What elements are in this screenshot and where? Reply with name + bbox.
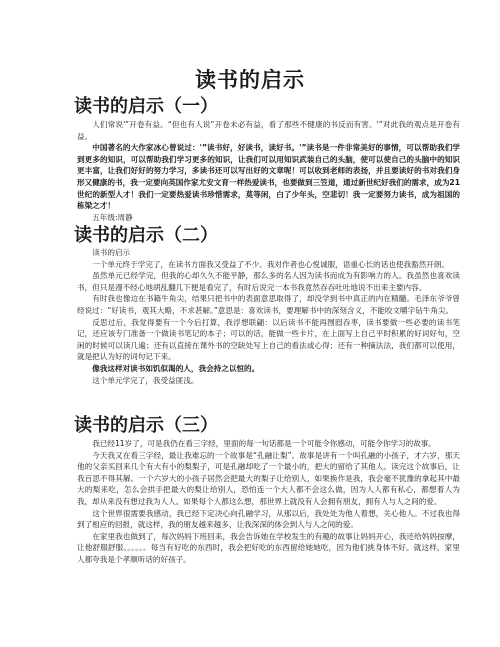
- section-body-1: [77, 119, 460, 223]
- section-heading-3: 读书的启示（三）: [74, 415, 218, 436]
- paragraph: 在家里我也做到了，每次妈妈下班回来，我会告诉她在学校发生的有趣的故事让妈妈开心，我还给妈妈按摩，让他舒服舒服。。。。。。每当有好吃的东西时，我会把好吃的东西留给她她吃，因为他们挑身体不好。就这样，家里人都夸我是个孝顺听话的好孩子。: [77, 531, 460, 564]
- section-heading-2: 读书的启示（二）: [74, 225, 218, 246]
- document-title: 读书的启示: [195, 68, 305, 92]
- paragraph: 虽然单元已经学完，但我的心却久久不能平静，那么多的名人因为读书而成为有影响力的人。我虽然也喜欢读书，但只是漫不经心地胡乱翻几下便是看完了，有时后说完一本书我竟然吞吞吐吐地说不出来主要内容。: [77, 271, 460, 292]
- paragraph: 今天我又在看三字经，最让我难忘的一个故事是“孔融让梨”。故事是讲有一个叫孔融的小孩子，才六岁，那天他的父亲买回来几个有大有小的梨梨子，可是孔融却吃了一个最小的，把大的留给了其他人。读完这个故事后，让我百思不得其解。一个六岁大的小孩子居然会把最大的梨子让给别人，如果换作是我，我会毫不犹豫的拿起其中最大的梨来吃，怎么会拱手把最大的梨让给别人，恐怕连一个大人都不会这么做，因为人人都有私心，都想着人为我，却从来没有想过我为人人。如果每个人都这么想，那世界上就没有人会拥有朋友，拥有人与人之间的爱。: [77, 450, 460, 506]
- paragraph: 这个世界很需要我感动，我已经下定决心向孔融学习，从那以后，我处处为他人着想，关心他人。不过我也得到了相应的回报，就这样，我的朋友越来越多，让我深深的体会到人与人之间的爱。: [77, 508, 460, 530]
- paragraph: 我已经11岁了，可是我仍在看三字经，里面的每一句话都是一个可能令你感动，可能令你学习的故事。: [92, 439, 436, 448]
- paragraph: 有时我也像边在书籍牛角尖，结果只把书中的表面意思取得了，却没学到书中真正的内在精髓。毛泽东爷爷曾经说过：“好读书，观其大略，不求甚解。”意思是：喜欢读书，要理解书中的深刻含义，不能咬文嚼字钻牛角尖。: [77, 294, 460, 315]
- paragraph: 反思过后，我觉得要有一个今后打算，我浮想联翩：以后读书不能再囫囵吞枣，读书要做一些必要的读书笔记，还应该专门准备一个做读书笔记的本子；可以的话，能做一些卡片，在上面写上自己平时积累的好词好句，空闲的时候可以读几遍；还有以直接在课外书的空缺处写上自己的看法或心得；还有一种摘法法，我们都可以使用，就是把认为好的词句记下来。: [77, 317, 460, 362]
- paragraph: 读书的启示: [92, 248, 131, 257]
- paragraph: 中国著名的大作家冰心曾说过：'”读书好，好读书，读好书。'”读书是一件非常美好的事情，可以帮助我们学到更多的知识，可以帮助我们学习更多的知识，让我们可以用知识武装自己的头脑，使可以使自己的头脑中的知识更丰富，让我们好好的努力学习，多读书还可以写出好的文章呢！可以收到老师的表扬，并且要读好的书对我们身形又健康的书，我一定要向英国作家尤安文育一样热爱读书，也要做到三笠道，通过新世纪好我们的需求，成为21世纪的新型人才！我们一定要热爱读书珍惜需求，莫等闲，白了少年头，空悲切！我一定要努力读书，成为祖国的栋梁之才！: [77, 143, 460, 211]
- section-body-2: [77, 247, 460, 386]
- signature: 五年级:周静: [92, 212, 133, 222]
- paragraph: 像我这样对读书如饥似渴的人，我会持之以恒的。: [92, 363, 260, 373]
- paragraph: 人们常说'”开卷有益。“但也有人说”开卷未必有益，看了那些不健康的书反而有害。'”对此我的观点是开卷有益。: [77, 120, 460, 141]
- paragraph: 这个单元学完了，我受益匪浅。: [92, 375, 199, 385]
- paragraph: 一个单元终于学完了，在读书方面我又受益了不少。我对作者也心悦诚服，语重心长的话也使我豁然开朗。: [92, 259, 450, 269]
- section-body-3: [77, 438, 460, 566]
- section-heading-1: 读书的启示（一）: [74, 96, 218, 117]
